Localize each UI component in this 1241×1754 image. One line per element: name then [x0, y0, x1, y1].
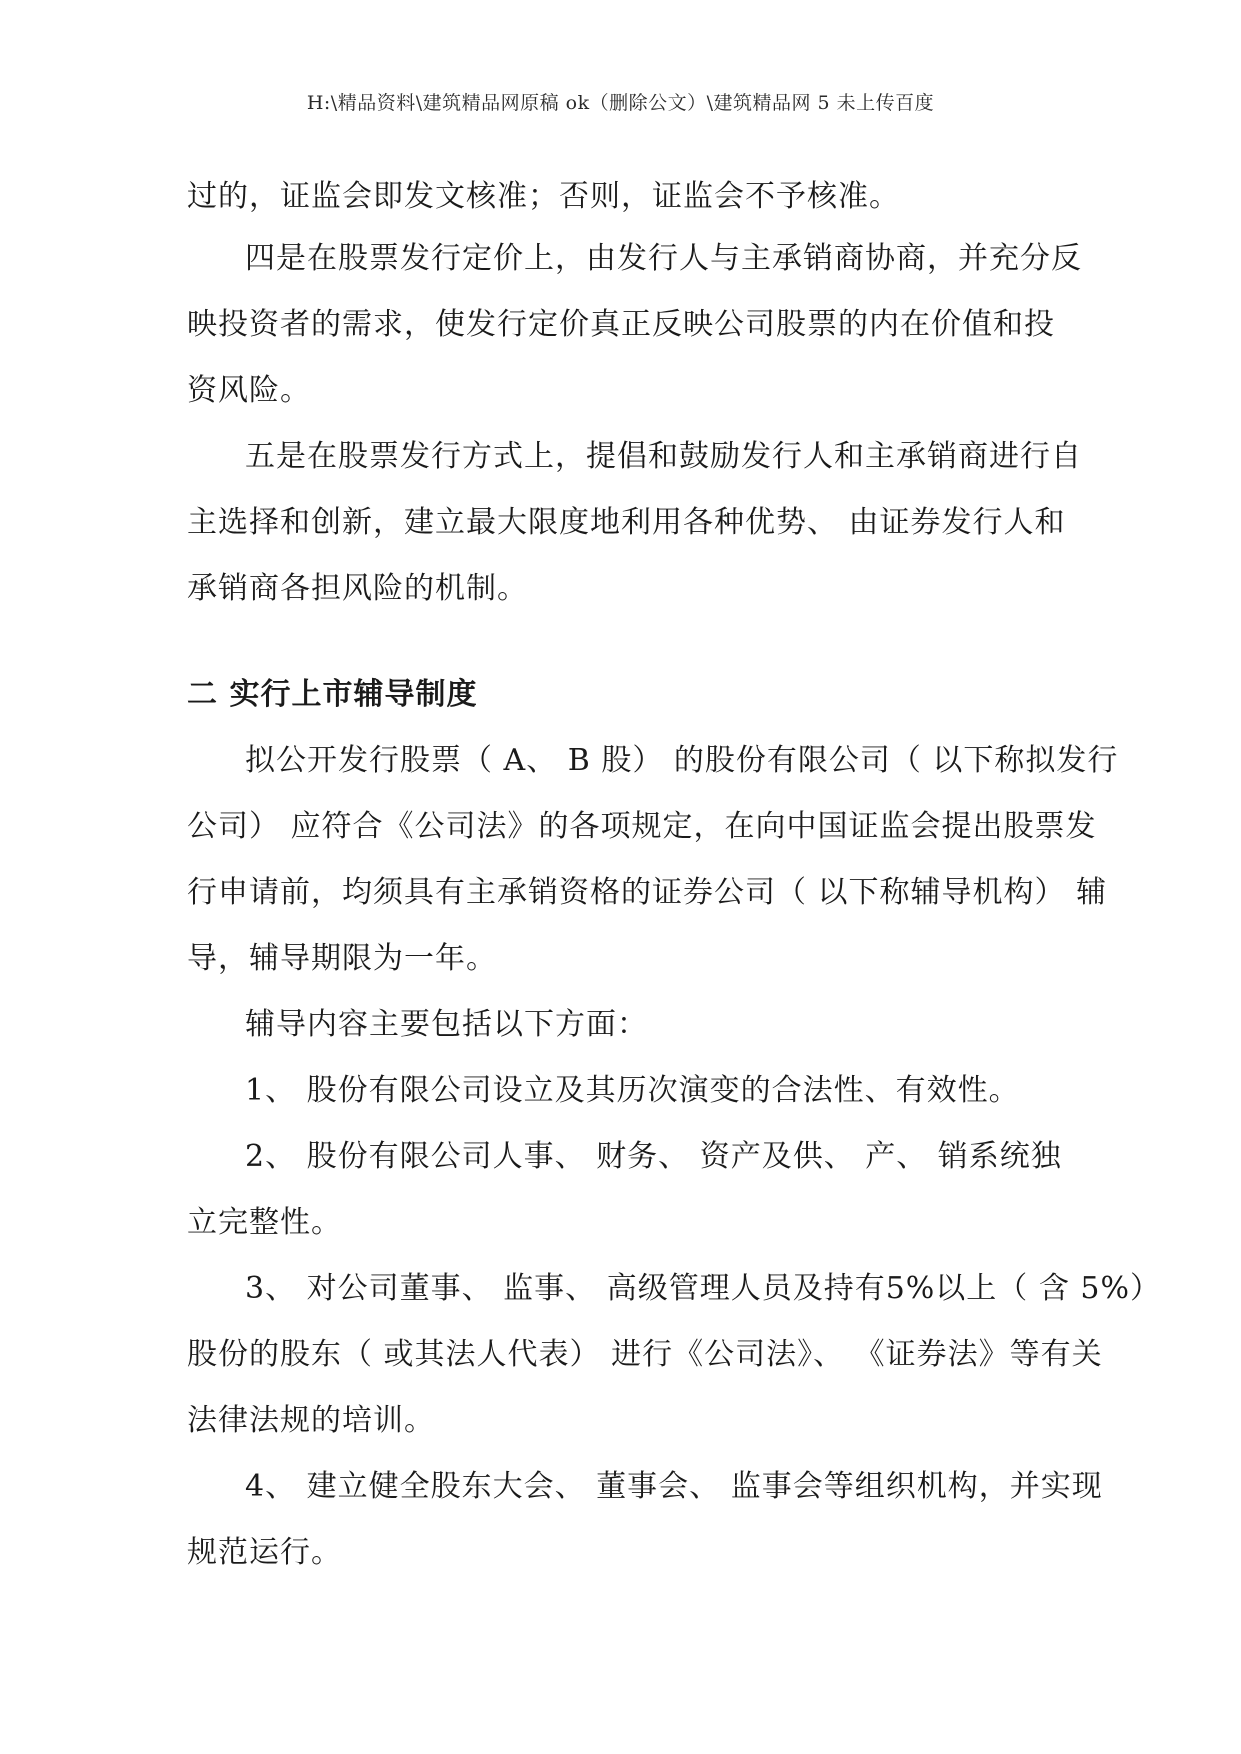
section-spacer	[187, 622, 1087, 662]
paragraph-line: 四是在股票发行定价上，由发行人与主承销商协商，并充分反	[245, 241, 1082, 276]
paragraph-line: 过的，证监会即发文核准；否则，证监会不予核准。	[187, 179, 900, 214]
paragraph-line: 主选择和创新，建立最大限度地利用各种优势、 由证券发行人和	[187, 505, 1066, 540]
list-item-line: 1、 股份有限公司设立及其历次演变的合法性、有效性。	[245, 1073, 1020, 1108]
paragraph-line: 五是在股票发行方式上，提倡和鼓励发行人和主承销商进行自	[245, 439, 1082, 474]
list-item-line: 规范运行。	[187, 1535, 342, 1570]
list-item-line: 立完整性。	[187, 1205, 342, 1240]
list-item-line: 3、 对公司董事、 监事、 高级管理人员及持有5%以上（ 含 5%）	[245, 1271, 1161, 1306]
document-body	[187, 168, 1161, 1586]
paragraph-line: 映投资者的需求，使发行定价真正反映公司股票的内在价值和投	[187, 307, 1055, 342]
list-item-line: 4、 建立健全股东大会、 董事会、 监事会等组织机构，并实现	[245, 1469, 1103, 1504]
paragraph-line: 导，辅导期限为一年。	[187, 941, 497, 976]
list-item-line: 股份的股东（ 或其法人代表） 进行《公司法》、 《证券法》等有关	[187, 1337, 1103, 1372]
paragraph-line: 辅导内容主要包括以下方面：	[245, 1007, 648, 1042]
list-item-line: 2、 股份有限公司人事、 财务、 资产及供、 产、 销系统独	[245, 1139, 1062, 1174]
paragraph-line: 行申请前，均须具有主承销资格的证券公司（ 以下称辅导机构） 辅	[187, 875, 1108, 910]
paragraph-line: 公司） 应符合《公司法》的各项规定，在向中国证监会提出股票发	[187, 809, 1097, 844]
paragraph-line: 资风险。	[187, 373, 311, 408]
section-heading: 二 实行上市辅导制度	[187, 677, 478, 712]
header-file-path: H:\精品资料\建筑精品网原稿 ok（删除公文）\建筑精品网 5 未上传百度	[306, 92, 935, 114]
paragraph-line: 拟公开发行股票（ A、 B 股） 的股份有限公司（ 以下称拟发行	[245, 743, 1119, 778]
list-item-line: 法律法规的培训。	[187, 1403, 435, 1438]
paragraph-line: 承销商各担风险的机制。	[187, 571, 528, 606]
